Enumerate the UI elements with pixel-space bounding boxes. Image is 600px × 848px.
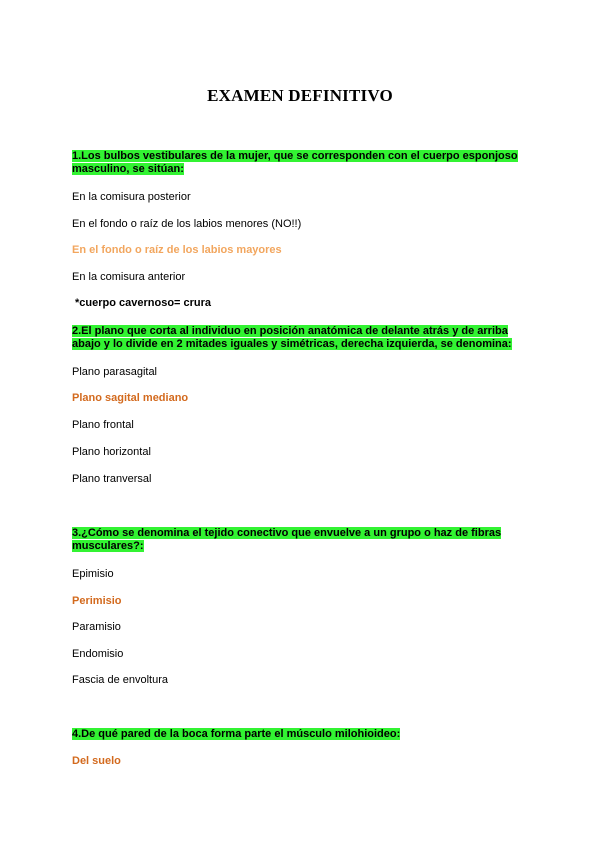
question-2-option-5: Plano tranversal — [72, 473, 152, 485]
question-3-text: 3.¿Cómo se denomina el tejido conectivo que envuelve a un grupo o haz de fibras musculares?: — [72, 527, 502, 552]
question-4 — [72, 728, 534, 741]
question-1-option-2: En el fondo o raíz de los labios menores (NO!!) — [72, 218, 302, 230]
question-3-option-3: Paramisio — [72, 621, 121, 633]
question-2-option-1: Plano parasagital — [72, 366, 158, 378]
question-2-text: 2.El plano que corta al individuo en posición anatómica de delante atrás y de arriba abajo y lo divide en 2 mitades iguales y simétricas, derecha izquierda, se denomina: — [72, 325, 512, 350]
question-3-option-2-correct: Perimisio — [72, 595, 122, 607]
question-4-option-1-correct: Del suelo — [72, 755, 121, 767]
question-1-option-1: En la comisura posterior — [72, 191, 191, 203]
page-title: EXAMEN DEFINITIVO — [207, 86, 393, 105]
question-1 — [72, 150, 534, 176]
question-3-option-4: Endomisio — [72, 648, 124, 660]
question-3 — [72, 527, 534, 553]
question-3-option-5: Fascia de envoltura — [72, 674, 168, 686]
question-2-option-3: Plano frontal — [72, 419, 134, 431]
question-1-option-3-correct: En el fondo o raíz de los labios mayores — [72, 244, 282, 256]
question-2 — [72, 325, 534, 351]
question-2-option-4: Plano horizontal — [72, 446, 151, 458]
question-1-note: *cuerpo cavernoso= crura — [75, 297, 212, 309]
question-4-text: 4.De qué pared de la boca forma parte el músculo milohioideo: — [72, 728, 401, 740]
question-1-text: 1.Los bulbos vestibulares de la mujer, que se corresponden con el cuerpo esponjoso masculino, se sitúan: — [72, 150, 518, 175]
question-3-option-1: Epimisio — [72, 568, 114, 580]
question-1-option-4: En la comisura anterior — [72, 271, 186, 283]
question-2-option-2-correct: Plano sagital mediano — [72, 392, 189, 404]
